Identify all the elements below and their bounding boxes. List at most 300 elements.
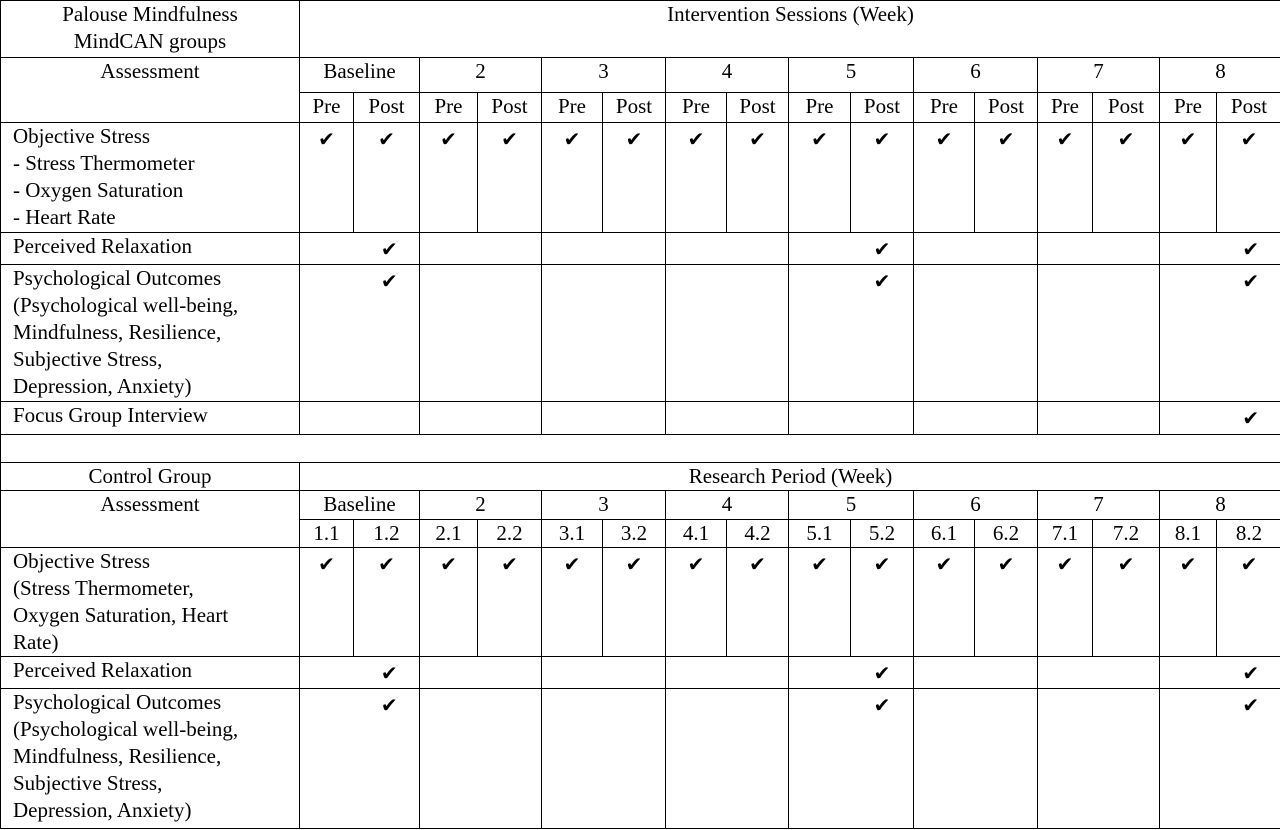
check-cell	[851, 548, 914, 657]
check-wrap	[789, 236, 913, 263]
checkmark-icon: ✔	[380, 663, 398, 685]
checkmark-icon: ✔	[440, 554, 457, 576]
group-label: Palouse Mindfulness	[62, 2, 238, 26]
check-cell	[1160, 548, 1217, 657]
checkmark-icon: ✔	[1056, 129, 1074, 151]
checkmark-icon: ✔	[873, 271, 891, 293]
post-half	[360, 660, 420, 687]
week-cell	[300, 402, 420, 435]
week-header	[542, 491, 666, 520]
post-half	[360, 236, 420, 263]
week-cell	[914, 265, 1038, 402]
row-label: Depression, Anxiety)	[13, 374, 192, 398]
week-cell	[420, 233, 542, 265]
checkmark-icon: ✔	[625, 129, 643, 151]
check-cell	[1160, 123, 1217, 233]
group-label: MindCAN groups	[73, 29, 227, 53]
sub-header-label: 1.1	[313, 521, 340, 545]
sub-header-label: Post	[1230, 94, 1268, 118]
check-cell	[478, 123, 542, 233]
pre-half	[300, 660, 360, 687]
check-cell	[914, 548, 975, 657]
week-cell	[1038, 233, 1160, 265]
checkmark-icon: ✔	[1056, 554, 1074, 576]
sub-header	[1038, 520, 1093, 548]
sub-header	[478, 93, 542, 123]
sub-header	[1217, 520, 1280, 548]
week-cell	[542, 233, 666, 265]
sub-header	[851, 520, 914, 548]
week-label: 8	[1215, 59, 1226, 83]
checkmark-icon: ✔	[687, 554, 705, 576]
week-label: 7	[1093, 492, 1104, 516]
sub-header	[542, 93, 603, 123]
check-cell	[603, 548, 666, 657]
table-row	[1, 657, 1280, 689]
checkmark-icon: ✔	[563, 129, 581, 151]
check-cell	[420, 123, 478, 233]
week-cell	[789, 402, 914, 435]
sub-header	[603, 520, 666, 548]
sub-header-label: 4.2	[744, 521, 771, 545]
post-half	[851, 236, 913, 263]
check-cell	[542, 123, 603, 233]
row-label: (Stress Thermometer,	[13, 576, 194, 600]
week-header	[914, 58, 1038, 93]
week-cell	[1038, 402, 1160, 435]
week-label: Baseline	[323, 492, 396, 516]
sub-header-label: 3.2	[620, 521, 648, 545]
sub-header	[666, 93, 727, 123]
check-cell	[789, 123, 851, 233]
check-cell	[727, 123, 789, 233]
sub-header-label: 6.2	[992, 521, 1020, 545]
checkmark-icon: ✔	[1179, 129, 1197, 151]
checkmark-icon: ✔	[1242, 663, 1260, 685]
sub-header	[789, 93, 851, 123]
sub-header-label: 3.1	[558, 521, 586, 545]
row-label: - Heart Rate	[13, 205, 116, 229]
week-label: 3	[598, 492, 609, 516]
pre-half	[1160, 405, 1221, 432]
sub-header-label: Post	[368, 94, 405, 118]
post-half	[1221, 268, 1280, 295]
checkmark-icon: ✔	[873, 239, 891, 261]
group-label-cell	[1, 463, 300, 491]
sub-header-label: 2.1	[435, 521, 462, 545]
week-label: 5	[845, 59, 857, 83]
check-cell	[354, 548, 420, 657]
check-wrap	[300, 692, 419, 719]
row-label: Perceived Relaxation	[13, 658, 193, 682]
post-half	[1221, 236, 1280, 263]
sub-header-label: Pre	[1174, 94, 1202, 118]
sub-header-label: Pre	[805, 94, 834, 118]
post-half	[851, 660, 913, 687]
week-cell	[420, 657, 542, 689]
sub-header-label: 1.2	[373, 521, 400, 545]
sub-header	[300, 93, 354, 123]
checkmark-icon: ✔	[501, 554, 518, 576]
sub-header-label: 5.2	[868, 521, 896, 545]
check-cell	[478, 548, 542, 657]
check-cell	[914, 123, 975, 233]
check-wrap	[789, 268, 913, 295]
week-header	[542, 58, 666, 93]
check-cell	[975, 123, 1038, 233]
row-label: Psychological Outcomes	[13, 266, 222, 290]
post-half	[851, 268, 913, 295]
row-label: Depression, Anxiety)	[13, 798, 192, 822]
sub-header	[300, 520, 354, 548]
assessment-header	[1, 491, 300, 548]
assessment-header	[1, 58, 300, 123]
pre-half	[300, 268, 360, 295]
checkmark-icon: ✔	[873, 663, 891, 685]
sub-header	[1038, 93, 1093, 123]
checkmark-icon: ✔	[811, 129, 828, 151]
sub-header-label: Pre	[558, 94, 586, 118]
check-cell	[1093, 123, 1160, 233]
check-wrap	[1160, 692, 1280, 719]
row-label-cell	[1, 548, 300, 657]
week-header	[300, 491, 420, 520]
section-spacer	[1, 435, 1280, 463]
sub-header	[1093, 520, 1160, 548]
week-cell	[300, 657, 420, 689]
week-header	[1160, 58, 1280, 93]
week-label: 6	[970, 492, 981, 516]
sub-header-label: 5.1	[806, 521, 833, 545]
checkmark-icon: ✔	[1242, 408, 1260, 430]
week-cell	[542, 402, 666, 435]
pre-half	[1160, 268, 1221, 295]
check-cell	[1217, 123, 1280, 233]
week-label: 8	[1215, 492, 1226, 516]
week-cell	[666, 689, 789, 829]
check-cell	[420, 548, 478, 657]
checkmark-icon: ✔	[378, 129, 395, 151]
checkmark-icon: ✔	[318, 554, 335, 576]
checkmark-icon: ✔	[935, 129, 953, 151]
sub-header-label: 8.2	[1235, 521, 1263, 545]
period-header	[300, 463, 1280, 491]
period-header	[300, 1, 1280, 58]
assessment-label: Assessment	[100, 59, 200, 83]
check-wrap	[300, 236, 419, 263]
sub-header	[851, 93, 914, 123]
check-cell	[975, 548, 1038, 657]
week-header	[420, 491, 542, 520]
row-label: Rate)	[13, 630, 59, 654]
table-row	[1, 58, 1280, 93]
post-half	[1221, 660, 1280, 687]
check-cell	[1217, 548, 1280, 657]
post-half	[851, 692, 913, 719]
row-label: Objective Stress	[13, 124, 151, 148]
sub-header	[914, 93, 975, 123]
week-header	[789, 58, 914, 93]
period-header-title: Intervention Sessions (Week)	[667, 2, 914, 26]
pre-half	[1160, 692, 1221, 719]
row-label-cell	[1, 689, 300, 829]
sub-header-label: Pre	[1051, 94, 1079, 118]
checkmark-icon: ✔	[1117, 554, 1135, 576]
checkmark-icon: ✔	[625, 554, 643, 576]
week-cell	[914, 657, 1038, 689]
sub-header-label: Post	[1107, 94, 1145, 118]
checkmark-icon: ✔	[749, 129, 766, 151]
pre-half	[789, 268, 851, 295]
sub-header-label: Post	[987, 94, 1025, 118]
check-cell	[666, 548, 727, 657]
sub-header	[666, 520, 727, 548]
week-cell	[300, 689, 420, 829]
checkmark-icon: ✔	[378, 554, 395, 576]
checkmark-icon: ✔	[1242, 695, 1260, 717]
week-cell	[789, 689, 914, 829]
sub-header	[1160, 93, 1217, 123]
week-header	[300, 58, 420, 93]
sub-header	[354, 93, 420, 123]
table-row	[1, 233, 1280, 265]
checkmark-icon: ✔	[811, 554, 828, 576]
week-cell	[789, 265, 914, 402]
checkmark-icon: ✔	[687, 129, 705, 151]
sub-header	[975, 520, 1038, 548]
week-cell	[1038, 657, 1160, 689]
sub-header	[542, 520, 603, 548]
check-wrap	[789, 692, 913, 719]
checkmark-icon: ✔	[935, 554, 953, 576]
week-label: 3	[598, 59, 609, 83]
week-header	[666, 58, 789, 93]
checkmark-icon: ✔	[873, 129, 891, 151]
table-row	[1, 265, 1280, 402]
checkmark-icon: ✔	[1242, 239, 1260, 261]
period-header-title: Research Period (Week)	[688, 464, 893, 488]
pre-half	[300, 236, 360, 263]
row-label: - Oxygen Saturation	[13, 178, 184, 202]
week-cell	[1160, 233, 1280, 265]
check-wrap	[300, 660, 419, 687]
check-cell	[300, 548, 354, 657]
row-label: Psychological Outcomes	[13, 690, 222, 714]
check-cell	[542, 548, 603, 657]
week-label: Baseline	[323, 59, 396, 83]
sub-header	[1093, 93, 1160, 123]
group-label-cell	[1, 1, 300, 58]
table-row	[1, 463, 1280, 491]
week-cell	[1038, 689, 1160, 829]
row-label: (Psychological well-being,	[13, 293, 239, 317]
week-cell	[300, 265, 420, 402]
week-header	[914, 491, 1038, 520]
checkmark-icon: ✔	[997, 129, 1015, 151]
checkmark-icon: ✔	[380, 271, 398, 293]
sub-header-label: 6.1	[930, 521, 958, 545]
week-cell	[789, 233, 914, 265]
sub-header	[1217, 93, 1280, 123]
row-label: - Stress Thermometer	[13, 151, 195, 175]
sub-header-label: Pre	[434, 94, 463, 118]
week-label: 4	[721, 492, 733, 516]
week-cell	[420, 265, 542, 402]
week-label: 4	[721, 59, 733, 83]
check-cell	[727, 548, 789, 657]
sub-header-label: 2.2	[496, 521, 523, 545]
week-label: 5	[845, 492, 857, 516]
table-row	[1, 548, 1280, 657]
checkmark-icon: ✔	[563, 554, 581, 576]
week-label: 2	[475, 492, 486, 516]
checkmark-icon: ✔	[873, 695, 891, 717]
check-cell	[666, 123, 727, 233]
week-label: 6	[970, 59, 981, 83]
sub-header	[420, 93, 478, 123]
pre-half	[789, 236, 851, 263]
week-cell	[1160, 689, 1280, 829]
checkmark-icon: ✔	[1179, 554, 1197, 576]
week-cell	[1160, 265, 1280, 402]
row-label: Subjective Stress,	[13, 771, 163, 795]
week-header	[789, 491, 914, 520]
sub-header-label: Post	[615, 94, 653, 118]
week-cell	[1160, 402, 1280, 435]
week-cell	[789, 657, 914, 689]
sub-header-label: Post	[739, 94, 776, 118]
check-cell	[300, 123, 354, 233]
table-row	[1, 123, 1280, 233]
row-label: Subjective Stress,	[13, 347, 163, 371]
pre-half	[300, 692, 360, 719]
sub-header	[478, 520, 542, 548]
row-label: Objective Stress	[13, 549, 151, 573]
row-label: (Psychological well-being,	[13, 717, 239, 741]
week-cell	[1038, 265, 1160, 402]
sub-header-label: Post	[863, 94, 901, 118]
checkmark-icon: ✔	[1117, 129, 1135, 151]
checkmark-icon: ✔	[380, 695, 398, 717]
week-header	[1038, 58, 1160, 93]
check-cell	[354, 123, 420, 233]
sub-header-label: Pre	[930, 94, 958, 118]
week-cell	[420, 402, 542, 435]
row-label: Perceived Relaxation	[13, 234, 193, 258]
table-row	[1, 491, 1280, 520]
check-cell	[851, 123, 914, 233]
table-row	[1, 402, 1280, 435]
group-label: Control Group	[88, 464, 212, 488]
pre-half	[1160, 236, 1221, 263]
pre-half	[789, 660, 851, 687]
row-label-cell	[1, 123, 300, 233]
check-cell	[1093, 548, 1160, 657]
checkmark-icon: ✔	[380, 239, 398, 261]
check-cell	[603, 123, 666, 233]
checkmark-icon: ✔	[873, 554, 891, 576]
check-wrap	[1160, 236, 1280, 263]
week-cell	[666, 233, 789, 265]
checkmark-icon: ✔	[749, 554, 766, 576]
sub-header	[727, 520, 789, 548]
checkmark-icon: ✔	[440, 129, 457, 151]
sub-header	[603, 93, 666, 123]
week-cell	[300, 233, 420, 265]
week-cell	[542, 265, 666, 402]
week-cell	[666, 657, 789, 689]
sub-header-label: 8.1	[1174, 521, 1202, 545]
week-header	[1038, 491, 1160, 520]
check-wrap	[300, 268, 419, 295]
sub-header-label: 7.1	[1051, 521, 1079, 545]
checkmark-icon: ✔	[997, 554, 1015, 576]
week-cell	[1160, 657, 1280, 689]
row-label-cell	[1, 657, 300, 689]
assessment-label: Assessment	[100, 492, 200, 516]
week-header	[666, 491, 789, 520]
pre-half	[789, 692, 851, 719]
check-wrap	[1160, 405, 1280, 432]
week-cell	[666, 402, 789, 435]
sub-header	[789, 520, 851, 548]
post-half	[1221, 692, 1280, 719]
sub-header	[1160, 520, 1217, 548]
table-row	[1, 1, 1280, 58]
week-cell	[542, 689, 666, 829]
week-cell	[914, 689, 1038, 829]
week-cell	[542, 657, 666, 689]
sub-header-label: Pre	[682, 94, 710, 118]
sub-header-label: Pre	[312, 94, 341, 118]
table-row	[1, 689, 1280, 829]
row-label-cell	[1, 402, 300, 435]
row-label-cell	[1, 233, 300, 265]
table-row	[1, 435, 1280, 463]
week-cell	[914, 233, 1038, 265]
week-label: 7	[1093, 59, 1104, 83]
check-cell	[1038, 123, 1093, 233]
post-half	[360, 692, 420, 719]
checkmark-icon: ✔	[1240, 129, 1258, 151]
row-label: Focus Group Interview	[13, 403, 208, 427]
check-wrap	[1160, 268, 1280, 295]
week-cell	[666, 265, 789, 402]
week-header	[420, 58, 542, 93]
week-cell	[420, 689, 542, 829]
check-cell	[789, 548, 851, 657]
sub-header-label: 4.1	[682, 521, 710, 545]
post-half	[1221, 405, 1280, 432]
checkmark-icon: ✔	[1240, 554, 1258, 576]
checkmark-icon: ✔	[501, 129, 518, 151]
pre-half	[1160, 660, 1221, 687]
row-label: Oxygen Saturation, Heart	[13, 603, 229, 627]
sub-header	[420, 520, 478, 548]
checkmark-icon: ✔	[318, 129, 335, 151]
sub-header-label: 7.2	[1112, 521, 1140, 545]
sub-header	[354, 520, 420, 548]
week-cell	[914, 402, 1038, 435]
post-half	[360, 268, 420, 295]
row-label-cell	[1, 265, 300, 402]
sub-header	[727, 93, 789, 123]
check-cell	[1038, 548, 1093, 657]
sub-header-label: Post	[491, 94, 528, 118]
sub-header	[914, 520, 975, 548]
row-label: Mindfulness, Resilience,	[13, 320, 222, 344]
checkmark-icon: ✔	[1242, 271, 1260, 293]
